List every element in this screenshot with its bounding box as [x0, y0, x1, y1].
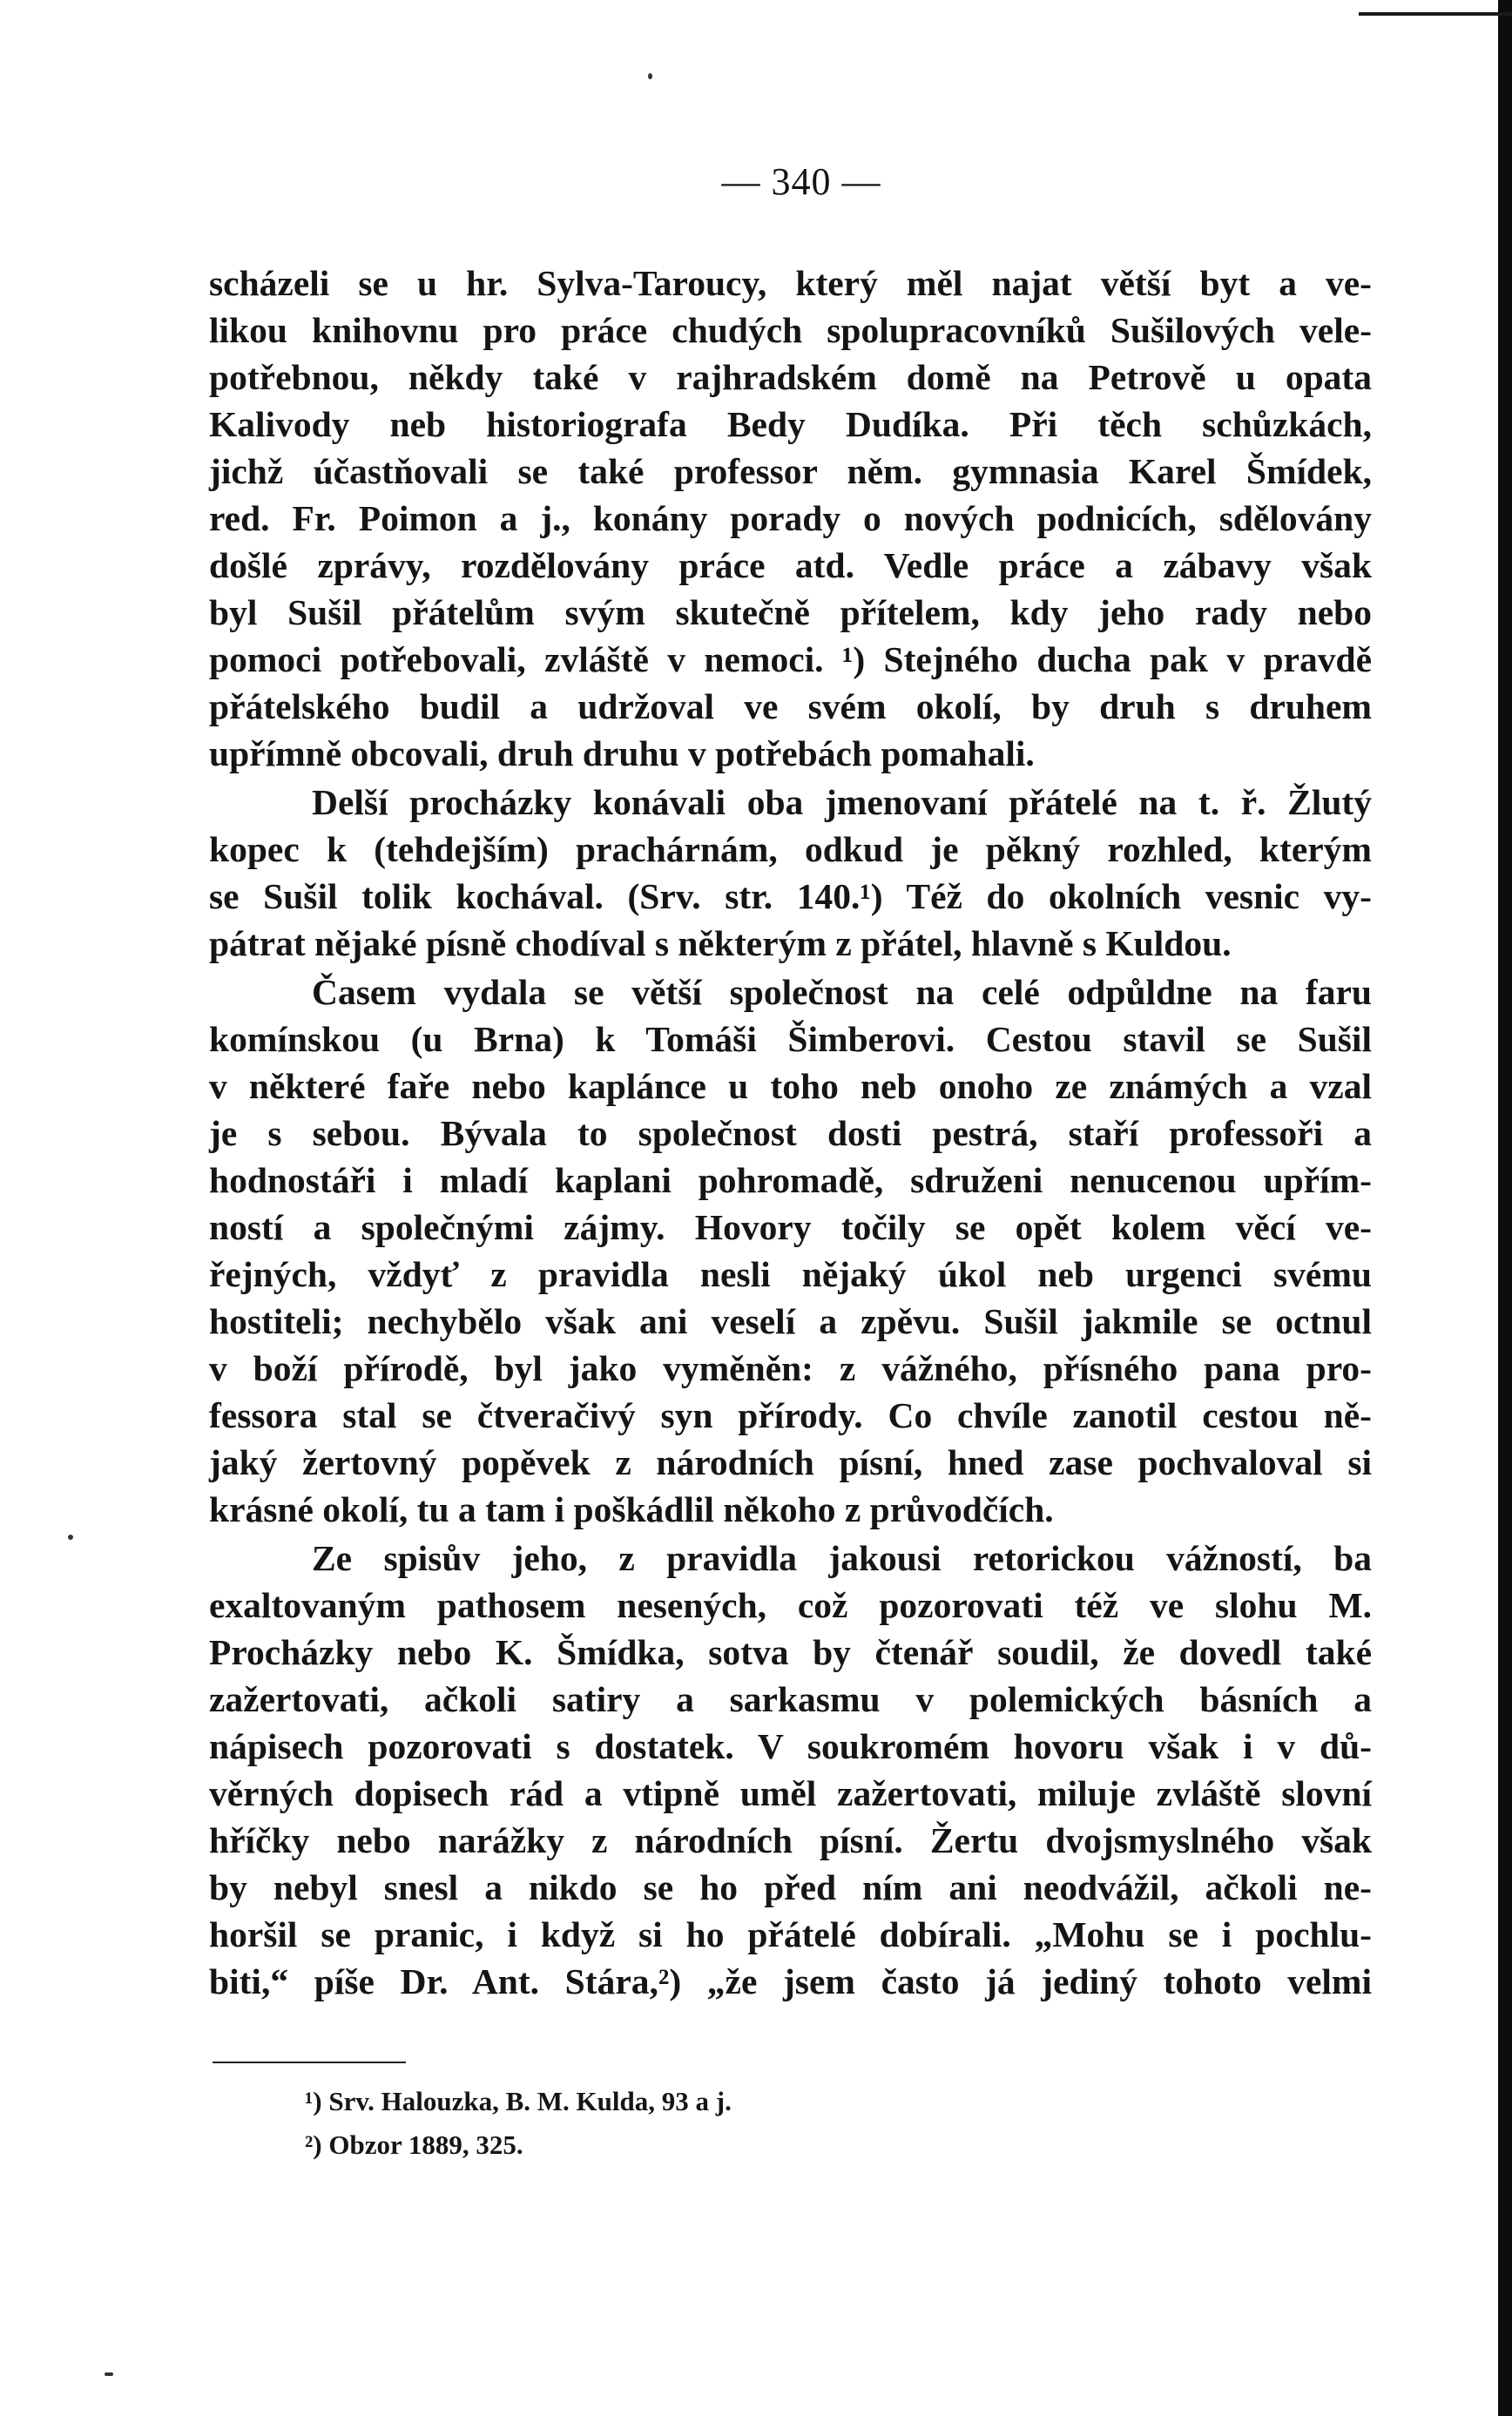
text-line: nápisech pozorovati s dostatek. V soukromém hovoru však i v dů- [209, 1726, 1372, 1766]
text-line: byl Sušil přátelům svým skutečně přítelem, kdy jeho rady nebo [209, 592, 1372, 632]
scan-top-edge [1359, 12, 1512, 16]
text-line: jichž účastňovali se také professor něm. gymnasia Karel Šmídek, [209, 451, 1372, 491]
text-line: došlé zprávy, rozdělovány práce atd. Vedle práce a zábavy však [209, 545, 1372, 585]
footnote-1: ¹) Srv. Halouzka, B. M. Kulda, 93 a j. [305, 2086, 732, 2116]
paragraph-start-line: Časem vydala se větší společnost na celé odpůldne na faru [312, 972, 1372, 1012]
text-line: red. Fr. Poimon a j., konány porady o nových podnicích, sdělovány [209, 498, 1372, 538]
page-number: — 340 — [721, 160, 881, 203]
text-line: komínskou (u Brna) k Tomáši Šimberovi. Cestou stavil se Sušil [209, 1019, 1372, 1059]
paragraph-start-line: Delší procházky konávali oba jmenovaní přátelé na t. ř. Žlutý [312, 782, 1372, 822]
text-line: pomoci potřebovali, zvláště v nemoci. ¹) Stejného ducha pak v pravdě [209, 639, 1372, 679]
paragraph-start-line: Ze spisův jeho, z pravidla jakousi retorickou vážností, ba [312, 1538, 1372, 1578]
footnote-2: ²) Obzor 1889, 325. [305, 2129, 523, 2160]
body-text [209, 260, 1372, 2005]
text-line: fessora stal se čtveračivý syn přírody. Co chvíle zanotil cestou ně- [209, 1395, 1372, 1435]
scan-edge [1498, 0, 1512, 2416]
text-line: v některé faře nebo kaplánce u toho neb onoho ze známých a vzal [209, 1066, 1372, 1106]
text-line: v boží přírodě, byl jako vyměněn: z vážného, přísného pana pro- [209, 1348, 1372, 1388]
text-line: je s sebou. Bývala to společnost dosti pestrá, staří professoři a [209, 1113, 1372, 1153]
text-line: řejných, vždyť z pravidla nesli nějaký úkol neb urgenci svému [209, 1254, 1372, 1294]
text-line: likou knihovnu pro práce chudých spolupracovníků Sušilových vele- [209, 310, 1372, 350]
text-line: hříčky nebo narážky z národních písní. Žertu dvojsmyslného však [209, 1820, 1372, 1860]
text-line: exaltovaným pathosem nesených, což pozorovati též ve slohu M. [209, 1585, 1372, 1625]
scan-speck [68, 1535, 73, 1540]
text-line: věrných dopisech rád a vtipně uměl zažertovati, miluje zvláště slovní [209, 1773, 1372, 1813]
text-line: horšil se pranic, i když si ho přátelé dobírali. „Mohu se i pochlu- [209, 1914, 1372, 1954]
text-line: hodnostáři i mladí kaplani pohromadě, sdruženi nenucenou upřím- [209, 1160, 1372, 1200]
text-line: ností a společnými zájmy. Hovory točily se opět kolem věcí ve- [209, 1207, 1372, 1247]
footnote-divider [213, 2062, 406, 2063]
text-line: scházeli se u hr. Sylva-Taroucy, který měl najat větší byt a ve- [209, 263, 1372, 303]
text-line: upřímně obcovali, druh druhu v potřebách pomahali. [209, 733, 1035, 773]
text-line: Kalivody neb historiografa Bedy Dudíka. Při těch schůzkách, [209, 404, 1372, 444]
text-line: zažertovati, ačkoli satiry a sarkasmu v polemických básních a [209, 1679, 1372, 1719]
scan-speck [105, 2372, 113, 2376]
text-line: pátrat nějaké písně chodíval s některým z přátel, hlavně s Kuldou. [209, 923, 1232, 963]
text-line: biti,“ píše Dr. Ant. Stára,²) „že jsem často já jediný tohoto velmi [209, 1961, 1372, 2001]
text-line: krásné okolí, tu a tam i poškádlil někoho z průvodčích. [209, 1489, 1054, 1529]
text-line: jaký žertovný popěvek z národních písní, hned zase pochvaloval si [209, 1442, 1372, 1482]
text-line: hostiteli; nechybělo však ani veselí a zpěvu. Sušil jakmile se octnul [209, 1301, 1372, 1341]
text-line: kopec k (tehdejším) prachárnám, odkud je pěkný rozhled, kterým [209, 829, 1372, 869]
text-line: potřebnou, někdy také v rajhradském domě na Petrově u opata [209, 357, 1372, 397]
text-line: by nebyl snesl a nikdo se ho před ním ani neodvážil, ačkoli ne- [209, 1867, 1372, 1907]
footnotes [305, 2080, 732, 2167]
text-line: se Sušil tolik kochával. (Srv. str. 140.¹) Též do okolních vesnic vy- [209, 876, 1372, 916]
text-line: přátelského budil a udržoval ve svém okolí, by druh s druhem [209, 686, 1372, 726]
scan-speck [648, 73, 652, 79]
text-line: Procházky nebo K. Šmídka, sotva by čtenář soudil, že dovedl také [209, 1632, 1372, 1672]
